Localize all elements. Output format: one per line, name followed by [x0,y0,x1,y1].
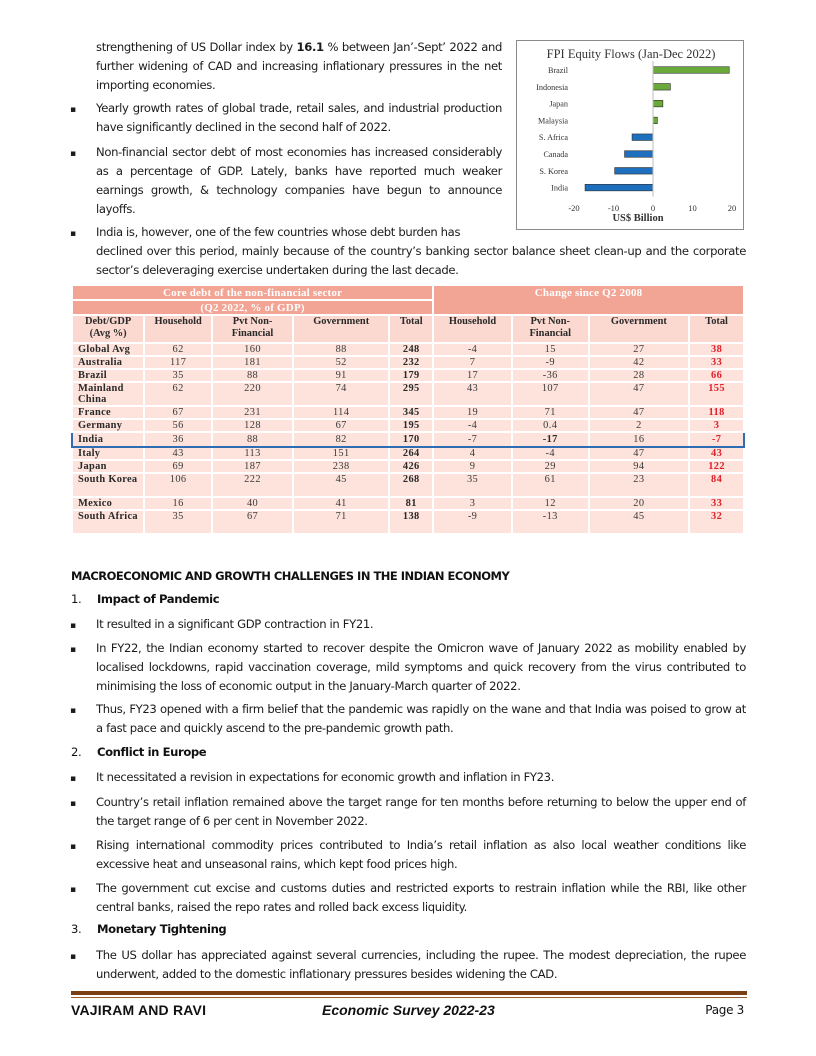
chart-category-label: Japan [549,99,568,109]
col-header-change-government: Government [589,315,690,343]
col-header-government: Government [293,315,389,343]
cell-change-pvt-nonfinancial: 29 [512,460,589,473]
cell-change-pvt-nonfinancial: 12 [512,497,589,510]
bullet-text: In FY22, the Indian economy started to recover despite the Omicron wave of January 2022 as mobility enabled by localised lockdowns, rapid vaccination coverage, mild symptoms and quick recovery from the virus contributed to minimising the loss of economic output in the January-March quarter of 2022. [96,641,746,693]
page-number: Page 3 [705,1003,744,1017]
footer-brand: VAJIRAM AND RAVI [71,1002,207,1018]
section-heading: MACROECONOMIC AND GROWTH CHALLENGES IN THE INDIAN ECONOMY [71,569,510,583]
cell-change-government: 23 [589,473,690,497]
cell-government: 71 [293,510,389,534]
cell-change-pvt-nonfinancial: -36 [512,369,589,382]
s2-bullet-2 [70,793,746,831]
cell-household: 117 [144,356,212,369]
chart-tick-labels [568,203,736,213]
cell-total: 264 [389,447,433,460]
bullet-text-continued: declined over this period, mainly because of the country’s banking sector balance sheet clean-up and the corporate sector’s deleveraging exercise undertaken during the last decade. [96,244,746,277]
table-row [72,510,744,534]
cell-household: 56 [144,419,212,432]
cell-pvt-nonfinancial: 113 [212,447,293,460]
s2-bullet-4 [70,879,746,917]
bullet-icon [70,700,96,721]
cell-pvt-nonfinancial: 181 [212,356,293,369]
cell-total: 179 [389,369,433,382]
s3-bullet-1 [70,946,746,984]
chart-category-label: Brazil [547,66,568,75]
chart-category-label: Canada [543,150,568,159]
table-row [72,473,744,497]
cell-change-government: 94 [589,460,690,473]
cell-total: 81 [389,497,433,510]
cell-change-household: 9 [433,460,512,473]
chart-bars [585,67,729,191]
cell-government: 82 [293,432,389,447]
bullet-text: Yearly growth rates of global trade, retail sales, and industrial production have significantly declined in the second half of 2022. [96,101,502,134]
bullet-text: The government cut excise and customs duties and restricted exports to restrain inflation while the RBI, like other central banks, raised the repo rates and rolled back excess liquidity. [96,881,746,914]
cell-household: 67 [144,406,212,419]
table-row [72,369,744,382]
cell-change-household: -4 [433,419,512,432]
cell-total: 268 [389,473,433,497]
cell-household: 35 [144,369,212,382]
chart-x-axis-label: US$ Billion [612,213,664,224]
cell-government: 67 [293,419,389,432]
row-country: Brazil [72,369,144,382]
table-group1-subtitle: (Q2 2022, % of GDP) [72,300,433,315]
chart-category-label: India [551,183,568,193]
cell-change-total: 3 [689,419,744,432]
bullet-text: Thus, FY23 opened with a firm belief that the pandemic was rapidly on the wane and that India was poised to grow at a fast pace and quickly ascend to the pre-pandemic growth path. [96,702,746,735]
chart-title: FPI Equity Flows (Jan-Dec 2022) [546,47,716,61]
cell-change-government: 47 [589,382,690,406]
cell-total: 232 [389,356,433,369]
cell-total: 345 [389,406,433,419]
chart-category-label: Malaysia [537,116,568,126]
bullet-text: India is, however, one of the few countries whose debt burden has [96,225,461,239]
table-row [72,497,744,510]
bullet-icon [70,879,96,900]
cell-change-pvt-nonfinancial: 107 [512,382,589,406]
footer-document-title: Economic Survey 2022-23 [322,1002,495,1018]
chart-bar [653,67,729,74]
cell-change-total: 122 [689,460,744,473]
cell-change-household: 19 [433,406,512,419]
col-header-change-total: Total [689,315,744,343]
table-row [72,356,744,369]
cell-change-total: 84 [689,473,744,497]
chart-svg [517,41,745,231]
col-header-change-pvt-nonfinancial: Pvt Non- Financial [512,315,589,343]
subsection-heading-2 [71,745,206,759]
cell-household: 43 [144,447,212,460]
bullet-icon [70,99,96,120]
cell-change-household: -4 [433,343,512,356]
cell-change-government: 47 [589,406,690,419]
cell-change-total: 43 [689,447,744,460]
intro-continuation [96,38,502,95]
intro-text-a: strengthening of US Dollar index by [96,40,297,54]
cell-change-government: 27 [589,343,690,356]
cell-pvt-nonfinancial: 160 [212,343,293,356]
cell-government: 41 [293,497,389,510]
s2-bullet-1 [70,768,746,787]
intro-bullet-3 [70,223,746,280]
cell-change-government: 42 [589,356,690,369]
bullet-text: Non-financial sector debt of most economies has increased considerably as a percentage of GDP. Lately, banks have reported much weaker earnings growth, & technology companies have begun to announce layoffs. [96,145,502,216]
cell-total: 195 [389,419,433,432]
row-country: Germany [72,419,144,432]
cell-government: 74 [293,382,389,406]
cell-change-pvt-nonfinancial: 61 [512,473,589,497]
row-country: Australia [72,356,144,369]
table-row [72,343,744,356]
chart-bar [632,134,653,141]
row-country: Italy [72,447,144,460]
cell-change-household: 17 [433,369,512,382]
cell-change-total: 155 [689,382,744,406]
table-row [72,382,744,406]
cell-change-government: 28 [589,369,690,382]
cell-change-total: 33 [689,356,744,369]
bullet-text: Rising international commodity prices contributed to India’s retail inflation as also local weather conditions like excessive heat and unseasonal rains, which kept food prices high. [96,838,746,871]
cell-household: 35 [144,510,212,534]
chart-tick-label: 20 [727,203,737,213]
s2-bullet-3 [70,836,746,874]
cell-change-government: 2 [589,419,690,432]
bullet-icon [70,615,96,636]
cell-household: 36 [144,432,212,447]
cell-government: 114 [293,406,389,419]
cell-pvt-nonfinancial: 88 [212,432,293,447]
subsection-heading-1 [71,592,219,606]
chart-bar [653,117,657,124]
cell-total: 138 [389,510,433,534]
bullet-icon [70,143,96,164]
subsection-number: 1. [71,592,82,606]
cell-change-pvt-nonfinancial: -13 [512,510,589,534]
bullet-icon [70,793,96,814]
chart-category-label: S. Africa [538,133,568,143]
fpi-equity-flows-chart [516,40,744,230]
cell-household: 69 [144,460,212,473]
chart-tick-label: -10 [607,203,620,213]
row-country: Mainland China [72,382,144,406]
cell-household: 62 [144,382,212,406]
s1-bullet-1 [70,615,746,634]
cell-change-household: 4 [433,447,512,460]
cell-change-government: 47 [589,447,690,460]
chart-tick-label: -20 [568,203,580,213]
cell-total: 295 [389,382,433,406]
cell-government: 45 [293,473,389,497]
cell-change-household: 7 [433,356,512,369]
cell-change-household: 3 [433,497,512,510]
chart-bar [585,184,653,191]
footer-rule-thin [71,997,747,998]
chart-bar [625,151,653,158]
cell-pvt-nonfinancial: 222 [212,473,293,497]
chart-bar [653,100,663,107]
cell-change-pvt-nonfinancial: 71 [512,406,589,419]
cell-change-government: 20 [589,497,690,510]
cell-total: 426 [389,460,433,473]
chart-category-label: Indonesia [536,82,568,92]
bullet-text: It resulted in a significant GDP contraction in FY21. [96,617,374,631]
bullet-text: It necessitated a revision in expectations for economic growth and inflation in FY23. [96,770,555,784]
intro-bullet-2 [70,143,502,219]
cell-pvt-nonfinancial: 231 [212,406,293,419]
row-country: Japan [72,460,144,473]
chart-category-labels [536,66,569,193]
col-header-total: Total [389,315,433,343]
cell-change-total: 38 [689,343,744,356]
cell-government: 91 [293,369,389,382]
chart-category-label: S. Korea [539,166,568,176]
cell-change-total: 66 [689,369,744,382]
cell-change-government: 45 [589,510,690,534]
chart-tick-label: 10 [688,203,697,213]
row-country: Mexico [72,497,144,510]
cell-change-pvt-nonfinancial: -4 [512,447,589,460]
subsection-title: Monetary Tightening [97,922,227,936]
cell-pvt-nonfinancial: 187 [212,460,293,473]
table-group2-title: Change since Q2 2008 [433,285,744,315]
chart-bar [615,168,653,175]
chart-tick-label: 0 [650,203,656,213]
cell-change-total: 32 [689,510,744,534]
bullet-icon [70,639,96,660]
cell-pvt-nonfinancial: 88 [212,369,293,382]
bullet-icon [70,223,96,244]
cell-pvt-nonfinancial: 128 [212,419,293,432]
row-country: France [72,406,144,419]
cell-change-pvt-nonfinancial: -9 [512,356,589,369]
cell-pvt-nonfinancial: 220 [212,382,293,406]
col-header-pvt-nonfinancial: Pvt Non- Financial [212,315,293,343]
s1-bullet-3 [70,700,746,738]
bullet-icon [70,836,96,857]
cell-total: 170 [389,432,433,447]
cell-total: 248 [389,343,433,356]
row-country: India [72,432,144,447]
bullet-icon [70,768,96,789]
cell-household: 106 [144,473,212,497]
col-header-change-household: Household [433,315,512,343]
row-country: Global Avg [72,343,144,356]
cell-change-pvt-nonfinancial: 0.4 [512,419,589,432]
cell-change-government: 16 [589,432,690,447]
cell-change-household: 35 [433,473,512,497]
row-country: South Africa [72,510,144,534]
intro-bullet-1 [70,99,502,137]
cell-government: 151 [293,447,389,460]
footer-rule [71,991,747,995]
cell-household: 62 [144,343,212,356]
table-row [72,432,744,447]
intro-text-b: % between Jan’-Sept’ 2022 and further widening of CAD and increasing inflationary pressures in the net importing economies. [96,40,503,92]
chart-bar [653,84,670,91]
cell-pvt-nonfinancial: 67 [212,510,293,534]
cell-change-pvt-nonfinancial: 15 [512,343,589,356]
table-row [72,460,744,473]
cell-pvt-nonfinancial: 40 [212,497,293,510]
subsection-heading-3 [71,922,226,936]
cell-change-total: -7 [689,432,744,447]
s1-bullet-2 [70,639,746,696]
cell-government: 88 [293,343,389,356]
bullet-text: The US dollar has appreciated against several currencies, including the rupee. The modest depreciation, the rupee underwent, added to the domestic inflationary pressures besides widening the CAD. [96,948,746,981]
debt-table [71,284,745,535]
table-row [72,406,744,419]
col-header-household: Household [144,315,212,343]
cell-household: 16 [144,497,212,510]
row-country: South Korea [72,473,144,497]
cell-government: 238 [293,460,389,473]
cell-change-household: -9 [433,510,512,534]
bullet-icon [70,946,96,967]
bullet-text: Country’s retail inflation remained above the target range for ten months before returning to below the upper end of the target range of 6 per cent in November 2022. [96,795,746,828]
table-row [72,447,744,460]
subsection-title: Impact of Pandemic [97,592,220,606]
col-header-debt-gdp: Debt/GDP (Avg %) [72,315,144,343]
table-group1-title: Core debt of the non-financial sector [72,285,433,300]
usd-index-value: 16.1 [296,40,324,54]
subsection-number: 2. [71,745,82,759]
cell-change-household: 43 [433,382,512,406]
cell-change-total: 33 [689,497,744,510]
table-row [72,419,744,432]
subsection-number: 3. [71,922,82,936]
cell-government: 52 [293,356,389,369]
cell-change-total: 118 [689,406,744,419]
cell-change-pvt-nonfinancial: -17 [512,432,589,447]
subsection-title: Conflict in Europe [97,745,207,759]
cell-change-household: -7 [433,432,512,447]
